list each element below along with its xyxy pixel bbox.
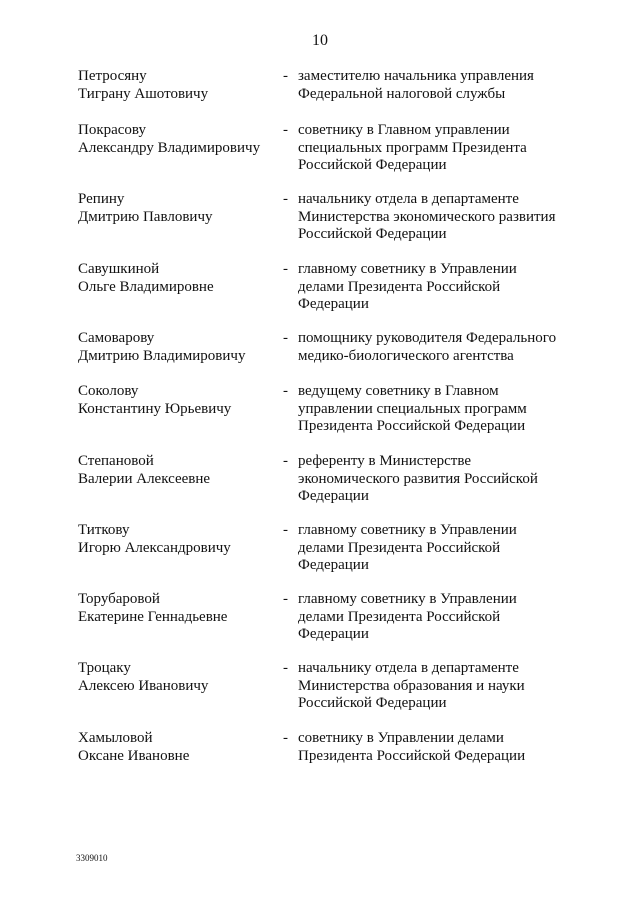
page-number: 10: [312, 32, 328, 49]
person-name-line: Троцаку: [78, 660, 131, 676]
person-name-line: Савушкиной: [78, 261, 160, 277]
dash-separator: -: [283, 68, 288, 84]
position-description-line: Федерации: [298, 296, 369, 312]
position-description: [298, 453, 578, 506]
person-name-line: Покрасову: [78, 122, 147, 138]
position-description: [298, 122, 578, 175]
position-description-line: ведущему советнику в Главном: [298, 383, 499, 399]
person-name-line: Оксане Ивановне: [78, 747, 190, 764]
dash-separator: -: [283, 330, 288, 346]
position-description-line: Федерации: [298, 626, 369, 642]
person-name-line: Репину: [78, 191, 125, 207]
person-name: [78, 591, 278, 626]
dash-separator: -: [283, 660, 288, 676]
position-description-line: Министерства экономического развития: [298, 208, 556, 225]
person-name: [78, 122, 278, 157]
person-name: [78, 68, 278, 103]
person-name: [78, 660, 278, 695]
person-name-line: Екатерине Геннадьевне: [78, 608, 228, 625]
footer-document-code: 3309010: [76, 853, 108, 863]
position-description-line: делами Президента Российской: [298, 608, 501, 625]
position-description-line: медико-биологического агентства: [298, 347, 514, 364]
position-description-line: Федерации: [298, 488, 369, 504]
position-description-line: референту в Министерстве: [298, 453, 471, 469]
person-name-line: Хамыловой: [78, 730, 153, 746]
person-name-line: Соколову: [78, 383, 139, 399]
position-description: [298, 191, 578, 244]
person-name-line: Торубаровой: [78, 591, 160, 607]
position-description-line: Федеральной налоговой службы: [298, 85, 506, 102]
person-name-line: Степановой: [78, 453, 154, 469]
position-description-line: советнику в Главном управлении: [298, 122, 510, 138]
position-description-line: Президента Российской Федерации: [298, 418, 526, 434]
position-description-line: экономического развития Российской: [298, 470, 538, 487]
position-description-line: делами Президента Российской: [298, 278, 501, 295]
position-description: [298, 522, 578, 575]
person-name: [78, 261, 278, 296]
dash-separator: -: [283, 122, 288, 138]
person-name-line: Игорю Александровичу: [78, 539, 231, 556]
person-name-line: Тиграну Ашотовичу: [78, 85, 209, 102]
person-name: [78, 383, 278, 418]
position-description: [298, 730, 578, 765]
person-name-line: Петросяну: [78, 68, 147, 84]
person-name-line: Титкову: [78, 522, 130, 538]
position-description-line: управлении специальных программ: [298, 400, 527, 417]
position-description-line: начальнику отдела в департаменте: [298, 191, 519, 207]
person-name: [78, 453, 278, 488]
person-name: [78, 330, 278, 365]
dash-separator: -: [283, 591, 288, 607]
position-description-line: главному советнику в Управлении: [298, 261, 517, 277]
position-description-line: Министерства образования и науки: [298, 677, 525, 694]
position-description-line: делами Президента Российской: [298, 539, 501, 556]
position-description-line: советнику в Управлении делами: [298, 730, 504, 746]
dash-separator: -: [283, 522, 288, 538]
person-name-line: Алексею Ивановичу: [78, 677, 209, 694]
position-description: [298, 261, 578, 314]
position-description-line: специальных программ Президента: [298, 139, 527, 156]
position-description-line: Федерации: [298, 557, 369, 573]
person-name-line: Дмитрию Павловичу: [78, 208, 213, 225]
position-description-line: главному советнику в Управлении: [298, 591, 517, 607]
position-description-line: Российской Федерации: [298, 226, 447, 242]
position-description-line: Российской Федерации: [298, 695, 447, 711]
position-description-line: Российской Федерации: [298, 157, 447, 173]
position-description: [298, 383, 578, 436]
position-description-line: заместителю начальника управления: [298, 68, 534, 84]
person-name-line: Дмитрию Владимировичу: [78, 347, 246, 364]
person-name: [78, 730, 278, 765]
person-name-line: Ольге Владимировне: [78, 278, 214, 295]
dash-separator: -: [283, 261, 288, 277]
person-name-line: Валерии Алексеевне: [78, 470, 211, 487]
position-description-line: помощнику руководителя Федерального: [298, 330, 557, 346]
position-description: [298, 660, 578, 713]
person-name-line: Константину Юрьевичу: [78, 400, 232, 417]
person-name: [78, 522, 278, 557]
dash-separator: -: [283, 453, 288, 469]
position-description-line: главному советнику в Управлении: [298, 522, 517, 538]
position-description-line: начальнику отдела в департаменте: [298, 660, 519, 676]
position-description: [298, 68, 578, 103]
position-description: [298, 330, 578, 365]
position-description: [298, 591, 578, 644]
dash-separator: -: [283, 191, 288, 207]
person-name-line: Самоварову: [78, 330, 155, 346]
dash-separator: -: [283, 730, 288, 746]
dash-separator: -: [283, 383, 288, 399]
person-name-line: Александру Владимировичу: [78, 139, 261, 156]
position-description-line: Президента Российской Федерации: [298, 747, 526, 764]
person-name: [78, 191, 278, 226]
